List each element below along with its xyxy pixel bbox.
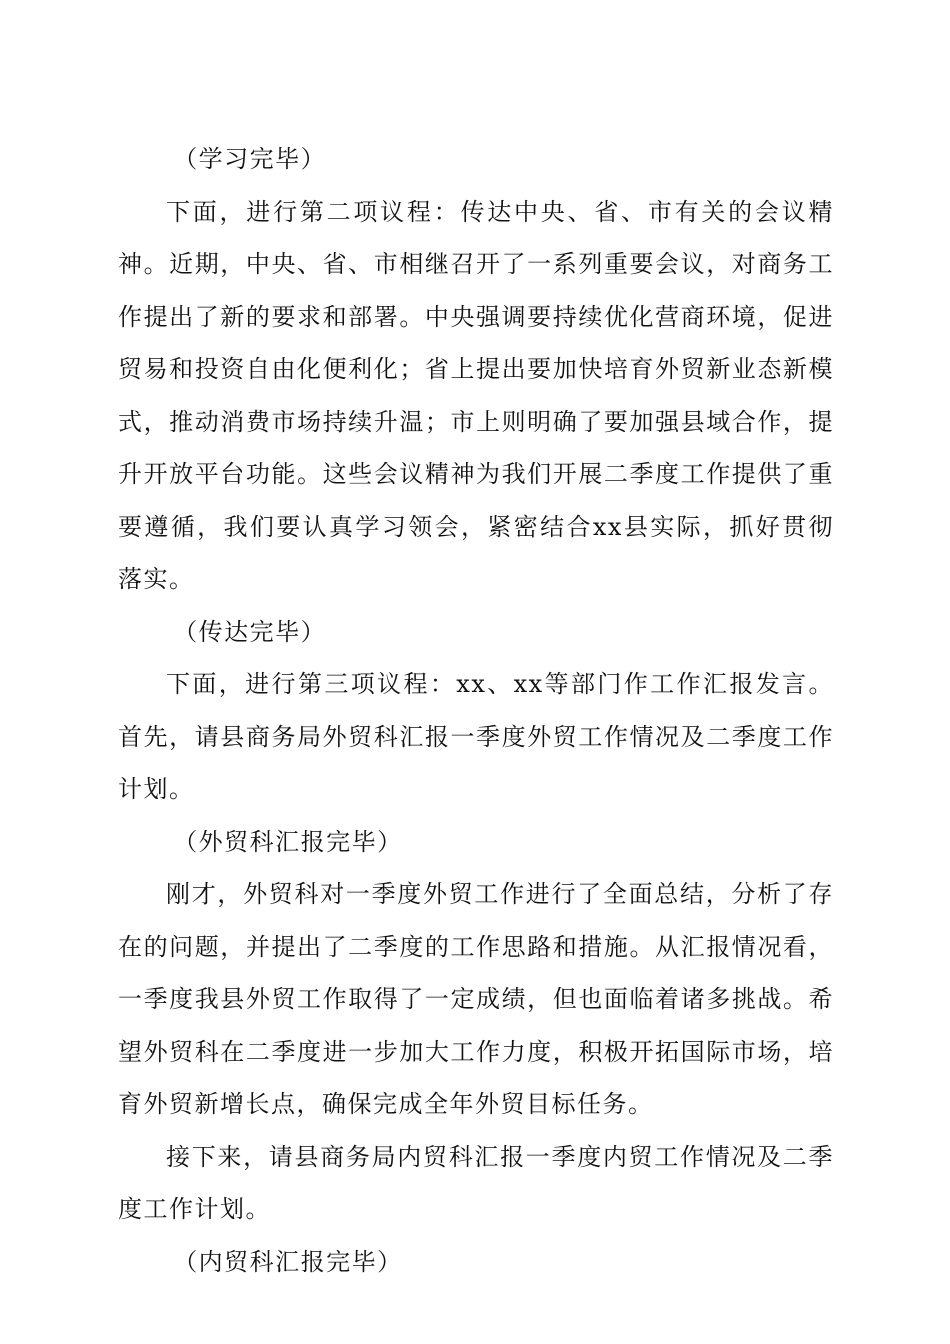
note-study-complete: （学习完毕） bbox=[173, 145, 327, 173]
paragraph-foreign-trade-comment: 刚才，外贸科对一季度外贸工作进行了全面总结，分析了存在的问题，并提出了二季度的工作思路和措施。从汇报情况看，一季度我县外贸工作取得了一定成绩，但也面临着诸多挑战。希望外贸科在二季度进一步加大工作力度，积极开拓国际市场，培育外贸新增长点，确保完成全年外贸目标任务。 bbox=[118, 880, 834, 1118]
paragraph-domestic-trade-request: 接下来，请县商务局内贸科汇报一季度内贸工作情况及二季度工作计划。 bbox=[118, 1142, 834, 1223]
note-domestic-trade-report-complete: （内贸科汇报完毕） bbox=[173, 1247, 403, 1276]
paragraph-agenda-item-three: 下面，进行第三项议程：xx、xx等部门作工作汇报发言。首先，请县商务局外贸科汇报一季度外贸工作情况及二季度工作计划。 bbox=[118, 670, 834, 803]
document-body bbox=[118, 133, 834, 1288]
note-foreign-trade-report-complete: （外贸科汇报完毕） bbox=[173, 827, 403, 856]
note-relay-complete: （传达完毕） bbox=[173, 617, 327, 646]
paragraph-agenda-item-two: 下面，进行第二项议程：传达中央、省、市有关的会议精神。近期，中央、省、市相继召开了一系列重要会议，对商务工作提出了新的要求和部署。中央强调要持续优化营商环境，促进贸易和投资自由化便利化；省上提出要加快培育外贸新业态新模式，推动消费市场持续升温；市上则明确了要加强县域合作，提升开放平台功能。这些会议精神为我们开展二季度工作提供了重要遵循，我们要认真学习领会，紧密结合xx县实际，抓好贯彻落实。 bbox=[118, 197, 834, 593]
